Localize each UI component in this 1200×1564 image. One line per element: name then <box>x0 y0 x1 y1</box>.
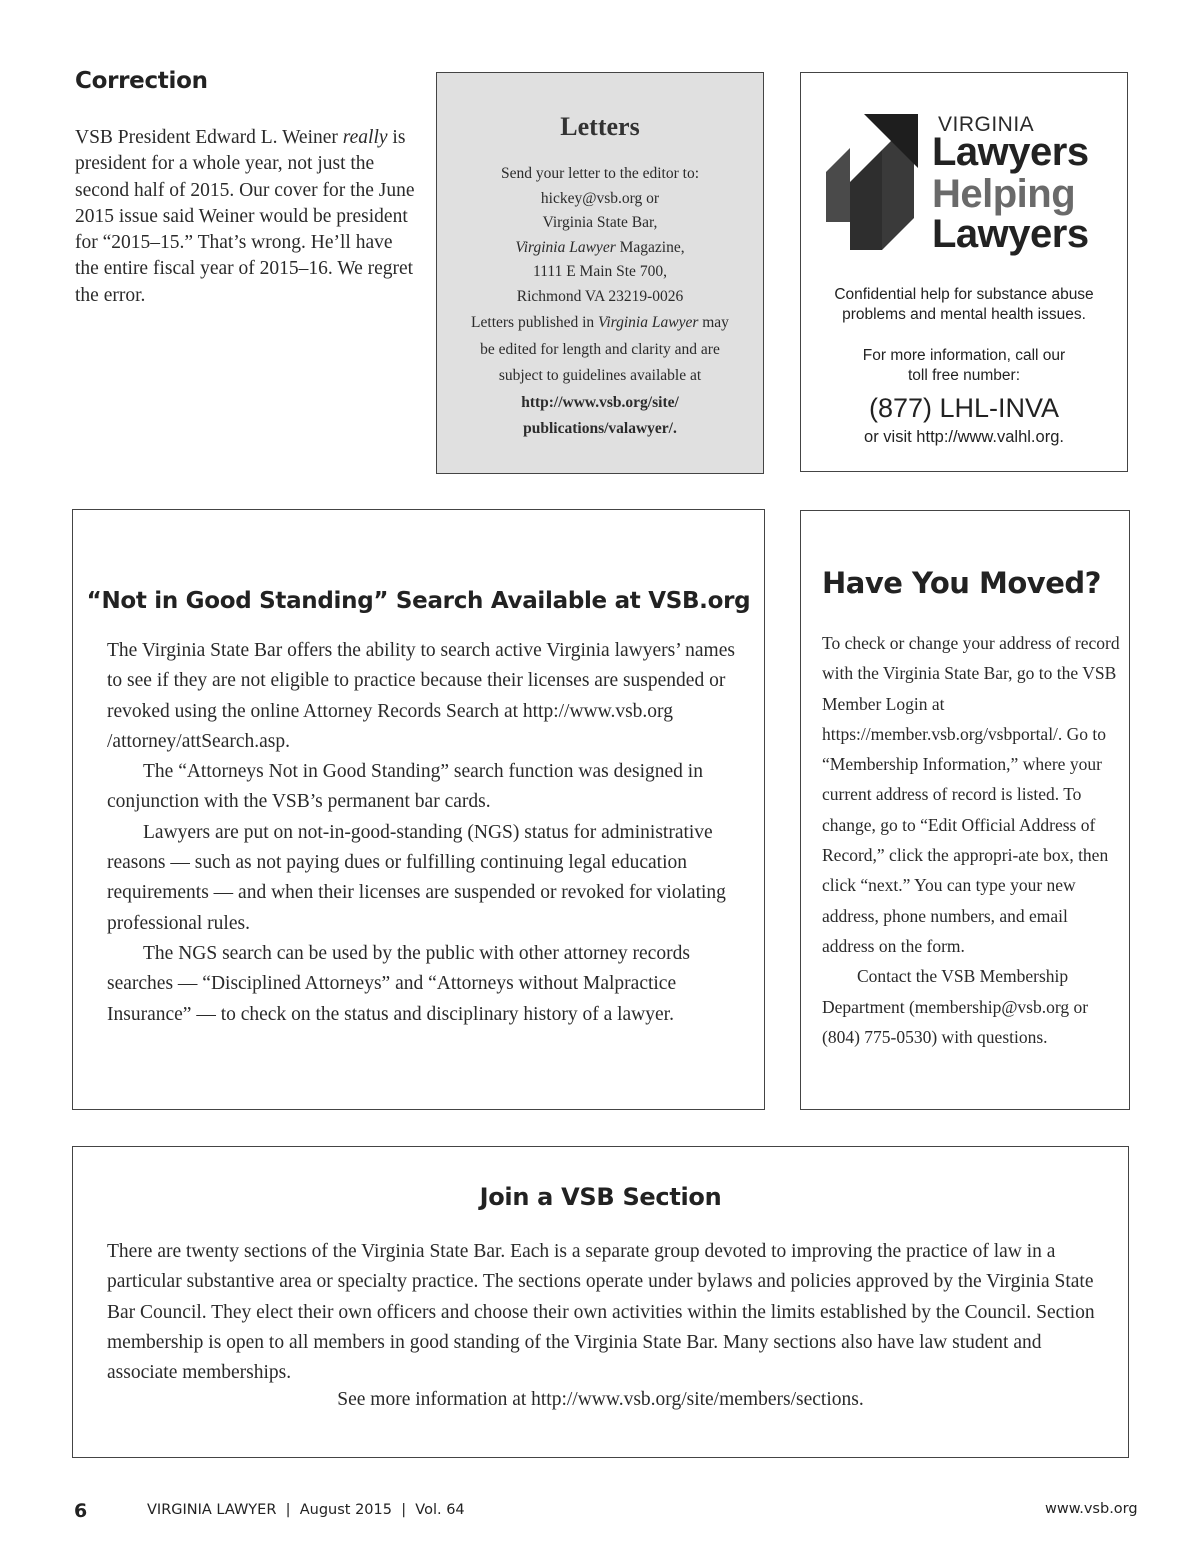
letters-address <box>436 162 764 309</box>
lhl-word-lawyers: Lawyers <box>932 130 1089 174</box>
footer-magazine-info: VIRGINIA LAWYER | August 2015 | Vol. 64 <box>147 1502 465 1518</box>
lhl-help-text <box>800 285 1128 325</box>
moved-paragraph: Contact the VSB Membership Department (membership@vsb.org or (804) 775-0530) with questions. <box>822 966 1089 1047</box>
letters-note-line <box>436 310 764 337</box>
correction-text-part1: VSB President Edward L. Weiner <box>75 127 343 148</box>
lhl-more-info <box>800 346 1128 386</box>
letters-note <box>436 310 764 443</box>
ngs-paragraph: The NGS search can be used by the public with other attorney records searches — “Disciplined Attorneys” and “Attorneys without Malpractice Insurance” — to check on the status and disciplinary history of a lawyer. <box>107 942 690 1025</box>
moved-heading: Have You Moved? <box>822 566 1101 600</box>
letters-line: 1111 E Main Ste 700, <box>533 263 667 280</box>
sections-paragraph: There are twenty sections of the Virginia State Bar. Each is a separate group devoted to improving the practice of law in a particular substantive area or specialty practice. The sections operate under bylaws and policies approved by the Virginia State Bar Council. They elect their own officers and choose their own activities within the limits established by the Council. Section membership is open to all members in good standing of the Virginia State Bar. Many sections also have law student and associate memberships. <box>107 1241 1095 1384</box>
letters-note-prefix: Letters published in <box>471 314 599 331</box>
lhl-word-helping: Helping <box>932 172 1076 216</box>
letters-note-line: be edited for length and clarity and are <box>480 340 720 358</box>
letters-line: Send your letter to the editor to: <box>500 165 699 182</box>
ngs-paragraph: The Virginia State Bar offers the ability to search active Virginia lawyers’ names to see if they are not eligible to practice because their licenses are suspended or revoked using the online Attorney Records Search at http://www.vsb.org /attorney/attSearch.asp. <box>107 640 735 752</box>
letters-note-line: subject to guidelines available at <box>498 367 702 384</box>
correction-text-part2: is president for a whole year, not just the second half of 2015. Our cover for the June 2015 issue said Weiner would be president for “2015–15.” That’s wrong. He’ll have the entire fiscal year of 2015–16. We regret the error. <box>75 127 415 306</box>
ngs-paragraph: The “Attorneys Not in Good Standing” search function was designed in conjunction with the VSB’s permanent bar cards. <box>107 761 703 813</box>
lhl-more-line: For more information, call our <box>862 347 1066 364</box>
ngs-article <box>107 636 747 1030</box>
letters-guidelines-link[interactable]: publications/valawyer/. <box>523 420 677 437</box>
lhl-more-line: toll free number: <box>908 367 1020 384</box>
letters-email[interactable]: hickey@vsb.org or <box>540 189 660 207</box>
sections-heading: Join a VSB Section <box>479 1183 722 1211</box>
moved-paragraph: To check or change your address of record with the Virginia State Bar, go to the VSB Member Login at https://member.vsb.org/vsbportal/. Go to “Membership Information,” where your current address of record is listed. To change, go to “Edit Official Address of Record,” click the appropri-ate box, then click “next.” You can type your new address, phone numbers, and email address on the form. <box>822 633 1120 956</box>
moved-article <box>822 628 1120 1052</box>
letters-line: Richmond VA 23219-0026 <box>516 287 684 305</box>
ngs-heading: “Not in Good Standing” Search Available at VSB.org <box>86 588 751 614</box>
lhl-virginia-label: VIRGINIA <box>938 113 1035 136</box>
letters-magazine-suffix: Magazine, <box>615 238 685 256</box>
ngs-paragraph: Lawyers are put on not-in-good-standing (NGS) status for administrative reasons — such as not paying dues or fulfilling continuing legal education requirements — and when their licenses are suspended or revoked for violating professional rules. <box>107 821 726 934</box>
lhl-phone-number[interactable]: (877) LHL-INVA <box>868 393 1060 423</box>
page-number: 6 <box>74 1500 88 1522</box>
letters-note-magazine: Virginia Lawyer <box>598 314 699 331</box>
letters-guidelines-link[interactable]: http://www.vsb.org/site/ <box>521 393 679 411</box>
footer-website[interactable]: www.vsb.org <box>1045 1501 1138 1517</box>
lhl-help-line: problems and mental health issues. <box>842 306 1086 323</box>
letters-heading: Letters <box>560 112 640 141</box>
sections-more-link[interactable]: See more information at http://www.vsb.org/site/members/sections. <box>337 1389 864 1410</box>
sections-article <box>107 1237 1107 1388</box>
letters-line: Virginia State Bar, <box>542 214 658 231</box>
lhl-help-line: Confidential help for substance abuse <box>834 286 1094 303</box>
lhl-website-link[interactable]: or visit http://www.valhl.org. <box>864 428 1064 446</box>
correction-heading: Correction <box>75 68 208 94</box>
correction-text <box>75 125 420 309</box>
letters-note-suffix: may <box>698 314 729 331</box>
lhl-arrows-logo-icon <box>824 112 920 254</box>
letters-line <box>436 236 764 261</box>
letters-magazine-name: Virginia Lawyer <box>515 238 616 256</box>
lhl-word-lawyers: Lawyers <box>932 212 1089 256</box>
correction-italic-word: really <box>342 127 388 148</box>
